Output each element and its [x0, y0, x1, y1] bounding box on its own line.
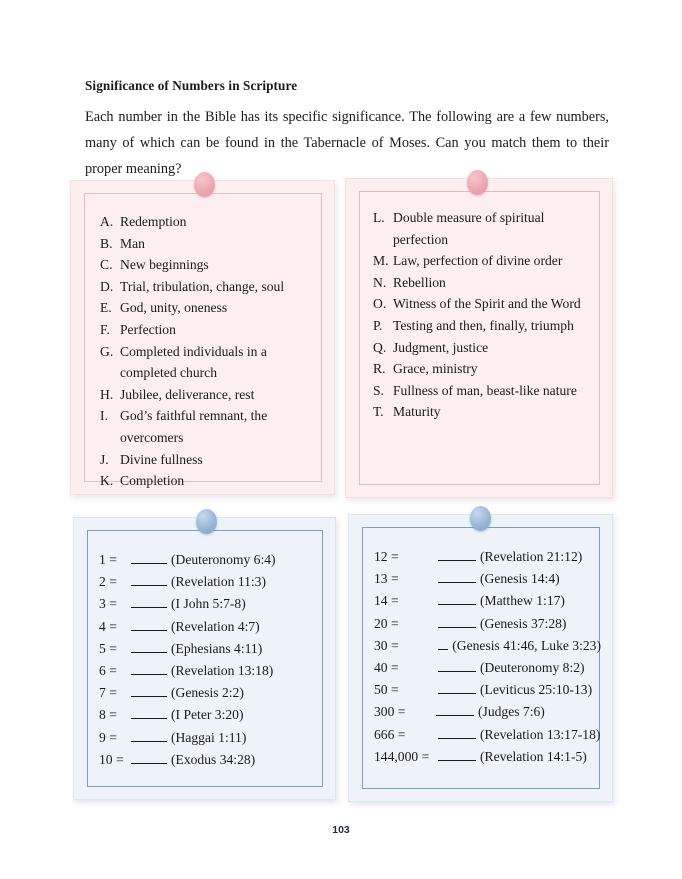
meaning-list-item [100, 341, 317, 384]
meaning-item-letter: L. [373, 210, 385, 225]
page-number: 103 [332, 824, 350, 836]
reference-number: 9 = [99, 729, 117, 745]
meaning-list-item [373, 207, 599, 250]
reference-number: 10 = [99, 751, 124, 767]
meaning-item-text: Grace, ministry [393, 361, 478, 377]
answer-blank[interactable] [131, 573, 167, 586]
meaning-list-item [373, 272, 599, 294]
meaning-list-item [373, 250, 599, 272]
answer-blank[interactable] [438, 659, 476, 672]
reference-list-item [99, 749, 320, 771]
meaning-item-text: God’s faithful remnant, the overcomers [120, 408, 268, 445]
meaning-item-text: Completed individuals in a completed church [120, 343, 267, 381]
scripture-citation: (Genesis 14:4) [480, 571, 560, 587]
page-title: Significance of Numbers in Scripture [85, 78, 298, 93]
answer-blank[interactable] [438, 592, 476, 605]
meaning-item-text: New beginnings [120, 257, 209, 273]
meaning-item-letter: S. [373, 382, 384, 398]
meaning-item-text: Man [120, 235, 145, 251]
meanings-list-right [373, 207, 599, 423]
scripture-citation: (Ephesians 4:11) [171, 640, 263, 656]
reference-list-item [374, 568, 601, 590]
pushpin-icon [194, 172, 215, 197]
meaning-item-text: Judgment, justice [393, 339, 489, 355]
answer-blank[interactable] [438, 726, 476, 739]
scripture-citation: (Revelation 21:12) [480, 549, 583, 564]
reference-number: 5 = [99, 640, 117, 656]
reference-list-item [374, 701, 601, 723]
scripture-citation: (Exodus 34:28) [171, 751, 256, 767]
meaning-item-letter: T. [373, 404, 384, 420]
answer-blank[interactable] [131, 618, 167, 631]
meaning-item-letter: A. [100, 214, 114, 229]
scripture-citation: (Deuteronomy 8:2) [480, 660, 585, 676]
meanings-list-left [100, 211, 317, 492]
pushpin-icon [470, 506, 491, 531]
meanings-card-right [345, 178, 613, 498]
meaning-item-text: Witness of the Spirit and the Word [393, 296, 581, 312]
scripture-citation: (Genesis 41:46, Luke 3:23) [452, 637, 601, 653]
scripture-citation: (Revelation 14:1-5) [480, 748, 587, 764]
meaning-item-text: Rebellion [393, 274, 446, 290]
reference-number: 1 = [99, 552, 117, 567]
meaning-list-item [100, 405, 317, 448]
meaning-list-item [373, 358, 599, 380]
answer-blank[interactable] [131, 729, 167, 742]
scripture-citation: (Judges 7:6) [478, 704, 545, 720]
scripture-citation: (Matthew 1:17) [480, 593, 565, 609]
scripture-citation: (Revelation 11:3) [171, 574, 267, 590]
reference-list-item [374, 590, 601, 612]
meaning-list-item [100, 449, 317, 471]
reference-number: 300 = [374, 704, 406, 720]
reference-list-item [374, 635, 601, 657]
answer-blank[interactable] [438, 748, 476, 761]
reference-list-item [99, 638, 320, 660]
answer-blank[interactable] [438, 637, 448, 650]
references-list-right [374, 546, 601, 768]
reference-number: 3 = [99, 596, 117, 612]
reference-list-item [374, 546, 601, 568]
meaning-item-text: Perfection [120, 321, 176, 337]
scripture-citation: (Genesis 37:28) [480, 615, 567, 631]
reference-number: 2 = [99, 574, 117, 590]
answer-blank[interactable] [131, 751, 167, 764]
meaning-item-letter: B. [100, 235, 113, 251]
scripture-citation: (I John 5:7-8) [171, 596, 246, 612]
reference-number: 13 = [374, 571, 399, 587]
scripture-citation: (Deuteronomy 6:4) [171, 552, 276, 567]
scripture-citation: (Revelation 13:18) [171, 663, 274, 679]
reference-number: 20 = [374, 615, 399, 631]
answer-blank[interactable] [131, 640, 167, 653]
scripture-citation: (Genesis 2:2) [171, 685, 244, 701]
reference-number: 30 = [374, 637, 399, 653]
meaning-item-letter: R. [373, 361, 386, 377]
reference-list-item [99, 593, 320, 615]
meaning-item-letter: Q. [373, 339, 387, 355]
meaning-item-text: Jubilee, deliverance, rest [120, 386, 255, 402]
meaning-list-item [100, 384, 317, 406]
reference-list-item [374, 613, 601, 635]
references-card-left [73, 517, 336, 800]
meaning-item-text: Divine fullness [120, 451, 203, 467]
answer-blank[interactable] [438, 681, 476, 694]
intro-paragraph: Each number in the Bible has its specific significance. The following are a few numbers, many of which can be found in the Tabernacle of Moses. Can you match them to their proper meaning? [85, 109, 609, 177]
answer-blank[interactable] [131, 551, 167, 564]
answer-blank[interactable] [438, 615, 476, 628]
meaning-list-item [100, 254, 317, 276]
reference-list-item [374, 746, 601, 768]
meaning-item-letter: G. [100, 343, 114, 359]
reference-number: 144,000 = [374, 748, 430, 764]
meaning-item-letter: E. [100, 300, 112, 316]
meaning-item-letter: O. [373, 296, 387, 312]
reference-number: 50 = [374, 682, 399, 698]
meaning-item-letter: N. [373, 274, 387, 290]
answer-blank[interactable] [131, 662, 167, 675]
answer-blank[interactable] [131, 684, 167, 697]
answer-blank[interactable] [436, 703, 474, 716]
scripture-citation: (Leviticus 25:10-13) [480, 682, 593, 698]
meaning-list-item [100, 470, 317, 492]
reference-list-item [99, 616, 320, 638]
meaning-list-item [100, 297, 317, 319]
meaning-item-text: Fullness of man, beast-like nature [393, 382, 577, 398]
meaning-item-text: Redemption [120, 214, 187, 229]
scripture-citation: (Haggai 1:11) [171, 729, 247, 745]
reference-number: 8 = [99, 707, 117, 723]
meaning-list-item [100, 211, 317, 233]
reference-number: 666 = [374, 726, 406, 742]
reference-number: 12 = [374, 549, 399, 564]
answer-blank[interactable] [438, 570, 476, 583]
answer-blank[interactable] [131, 706, 167, 719]
meaning-item-text: Law, perfection of divine order [393, 253, 563, 269]
answer-blank[interactable] [131, 595, 167, 608]
meaning-list-item [373, 315, 599, 337]
meaning-list-item [100, 276, 317, 298]
reference-number: 7 = [99, 685, 117, 701]
meaning-item-text: Completion [120, 473, 185, 489]
meaning-item-letter: H. [100, 386, 114, 402]
meaning-list-item [100, 319, 317, 341]
reference-list-item [99, 704, 320, 726]
meaning-list-item [373, 337, 599, 359]
pushpin-icon [467, 170, 488, 195]
reference-list-item [374, 657, 601, 679]
reference-number: 4 = [99, 618, 117, 634]
meaning-item-letter: F. [100, 321, 110, 337]
reference-list-item [99, 571, 320, 593]
meanings-card-left [70, 180, 335, 495]
reference-list-item [99, 549, 320, 571]
meaning-item-text: Maturity [393, 404, 441, 420]
meaning-item-letter: K. [100, 473, 114, 489]
meaning-item-text: Testing and then, finally, triumph [393, 317, 574, 333]
meaning-item-text: Double measure of spiritual perfection [393, 210, 545, 247]
meaning-item-text: God, unity, oneness [120, 300, 228, 316]
scripture-citation: (I Peter 3:20) [171, 707, 244, 723]
reference-list-item [99, 660, 320, 682]
meaning-item-letter: I. [100, 408, 108, 424]
reference-number: 40 = [374, 660, 399, 676]
reference-number: 6 = [99, 663, 117, 679]
references-card-right [348, 514, 613, 802]
reference-list-item [99, 727, 320, 749]
meaning-list-item [373, 401, 599, 423]
reference-number: 14 = [374, 593, 399, 609]
scripture-citation: (Revelation 4:7) [171, 618, 260, 634]
references-list-left [99, 549, 320, 771]
meaning-list-item [373, 293, 599, 315]
reference-list-item [99, 682, 320, 704]
meaning-item-letter: J. [100, 451, 109, 467]
meaning-item-letter: D. [100, 278, 114, 294]
meaning-item-letter: P. [373, 317, 383, 333]
meaning-item-letter: M. [373, 253, 389, 269]
scripture-citation: (Revelation 13:17-18) [480, 726, 601, 742]
meaning-item-letter: C. [100, 257, 113, 273]
meaning-item-text: Trial, tribulation, change, soul [120, 278, 285, 294]
meaning-list-item [373, 380, 599, 402]
meaning-list-item [100, 233, 317, 255]
reference-list-item [374, 724, 601, 746]
answer-blank[interactable] [438, 548, 476, 561]
reference-list-item [374, 679, 601, 701]
pushpin-icon [196, 509, 217, 534]
